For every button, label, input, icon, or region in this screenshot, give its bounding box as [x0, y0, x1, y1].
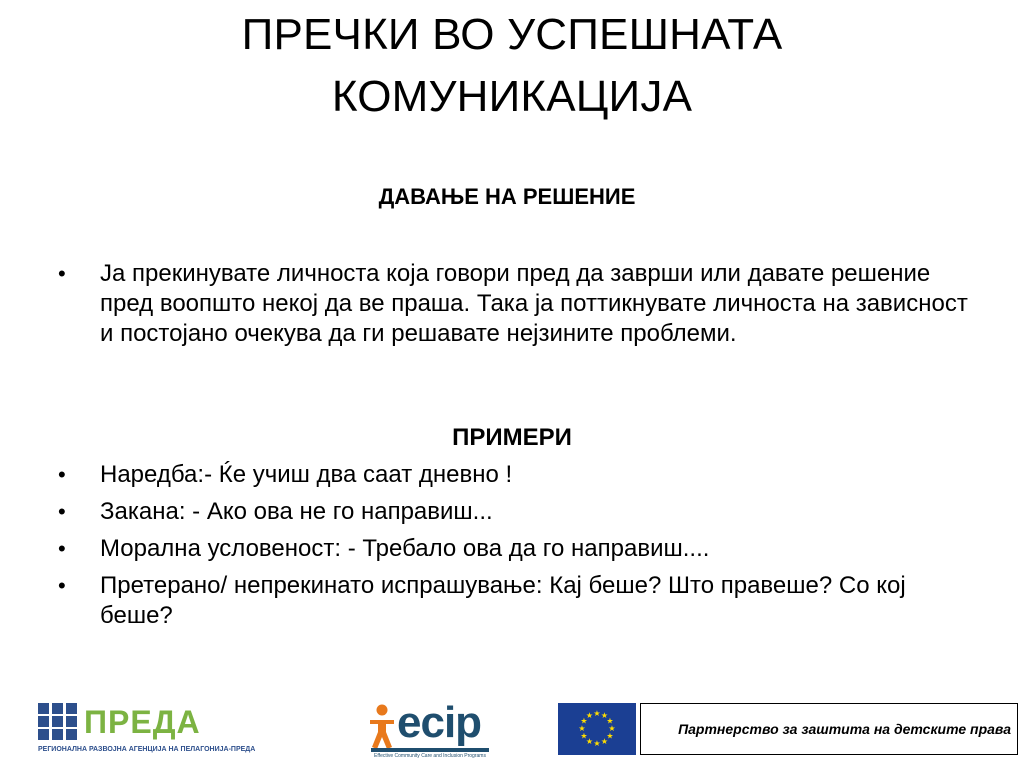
svg-text:★: ★ — [600, 737, 609, 746]
svg-text:★: ★ — [593, 709, 601, 718]
bullet-dot: • — [58, 261, 66, 286]
svg-text:★: ★ — [608, 724, 616, 733]
preda-logo — [38, 703, 256, 759]
svg-text:★: ★ — [585, 737, 594, 746]
intro-bullet-list — [56, 259, 976, 349]
list-item — [56, 460, 976, 490]
list-item — [56, 534, 976, 564]
bullet-dot: • — [58, 536, 66, 561]
grid-icon — [38, 703, 80, 741]
list-item — [56, 259, 976, 349]
svg-text:★: ★ — [578, 724, 586, 733]
ecip-logo-subtitle: Effective Community Care and Inclusion Programs — [374, 753, 486, 759]
examples-bullet-list — [56, 460, 976, 638]
ecip-logo-text: ecip — [397, 698, 482, 747]
svg-text:★: ★ — [585, 711, 594, 720]
list-item — [56, 497, 976, 527]
svg-text:★: ★ — [606, 716, 614, 726]
bullet-dot: • — [58, 462, 66, 487]
list-item — [56, 571, 976, 631]
preda-logo-text: ПРЕДА — [84, 704, 201, 740]
svg-text:★: ★ — [600, 711, 609, 720]
section-subheading: ДАВАЊЕ НА РЕШЕНИЕ — [378, 184, 636, 209]
svg-text:★: ★ — [580, 731, 588, 741]
person-icon — [367, 702, 397, 752]
bullet-text: Ја прекинувате личноста која говори пред да заврши или давате решение пред воопшто некој да ве праша. Така ја поттикнувате личноста на зависност и постојано очекува да ги решавате нејзините проблеми. — [100, 260, 968, 347]
slide-title-line-2: КОМУНИКАЦИЈА — [331, 72, 693, 121]
eu-flag-icon — [558, 703, 636, 755]
partnership-text: Партнерство за заштита на детските права — [678, 721, 1011, 737]
bullet-text: Морална условеност: - Требало ова да го направиш.... — [100, 535, 710, 562]
eu-stars-icon — [558, 703, 636, 755]
partnership-caption — [640, 703, 1018, 755]
slide-title — [140, 4, 884, 128]
bullet-text: Наредба:- Ќе учиш два саат дневно ! — [100, 461, 513, 488]
examples-heading: ПРИМЕРИ — [452, 424, 572, 451]
ecip-underline — [371, 748, 489, 752]
svg-text:★: ★ — [580, 716, 588, 726]
slide-title-line-1: ПРЕЧКИ ВО УСПЕШНАТА — [241, 10, 783, 59]
bullet-dot: • — [58, 573, 66, 598]
bullet-dot: • — [58, 499, 66, 524]
bullet-text: Закана: - Ако ова не го направиш... — [100, 498, 493, 525]
bullet-text: Претерано/ непрекинато испрашување: Кај беше? Што правеше? Со кој беше? — [100, 572, 906, 629]
svg-text:★: ★ — [606, 731, 614, 741]
svg-text:★: ★ — [593, 739, 601, 748]
ecip-logo — [367, 698, 491, 760]
preda-logo-subtitle: РЕГИОНАЛНА РАЗВОЈНА АГЕНЦИЈА НА ПЕЛАГОНИЈА-ПРЕДА — [38, 746, 256, 753]
